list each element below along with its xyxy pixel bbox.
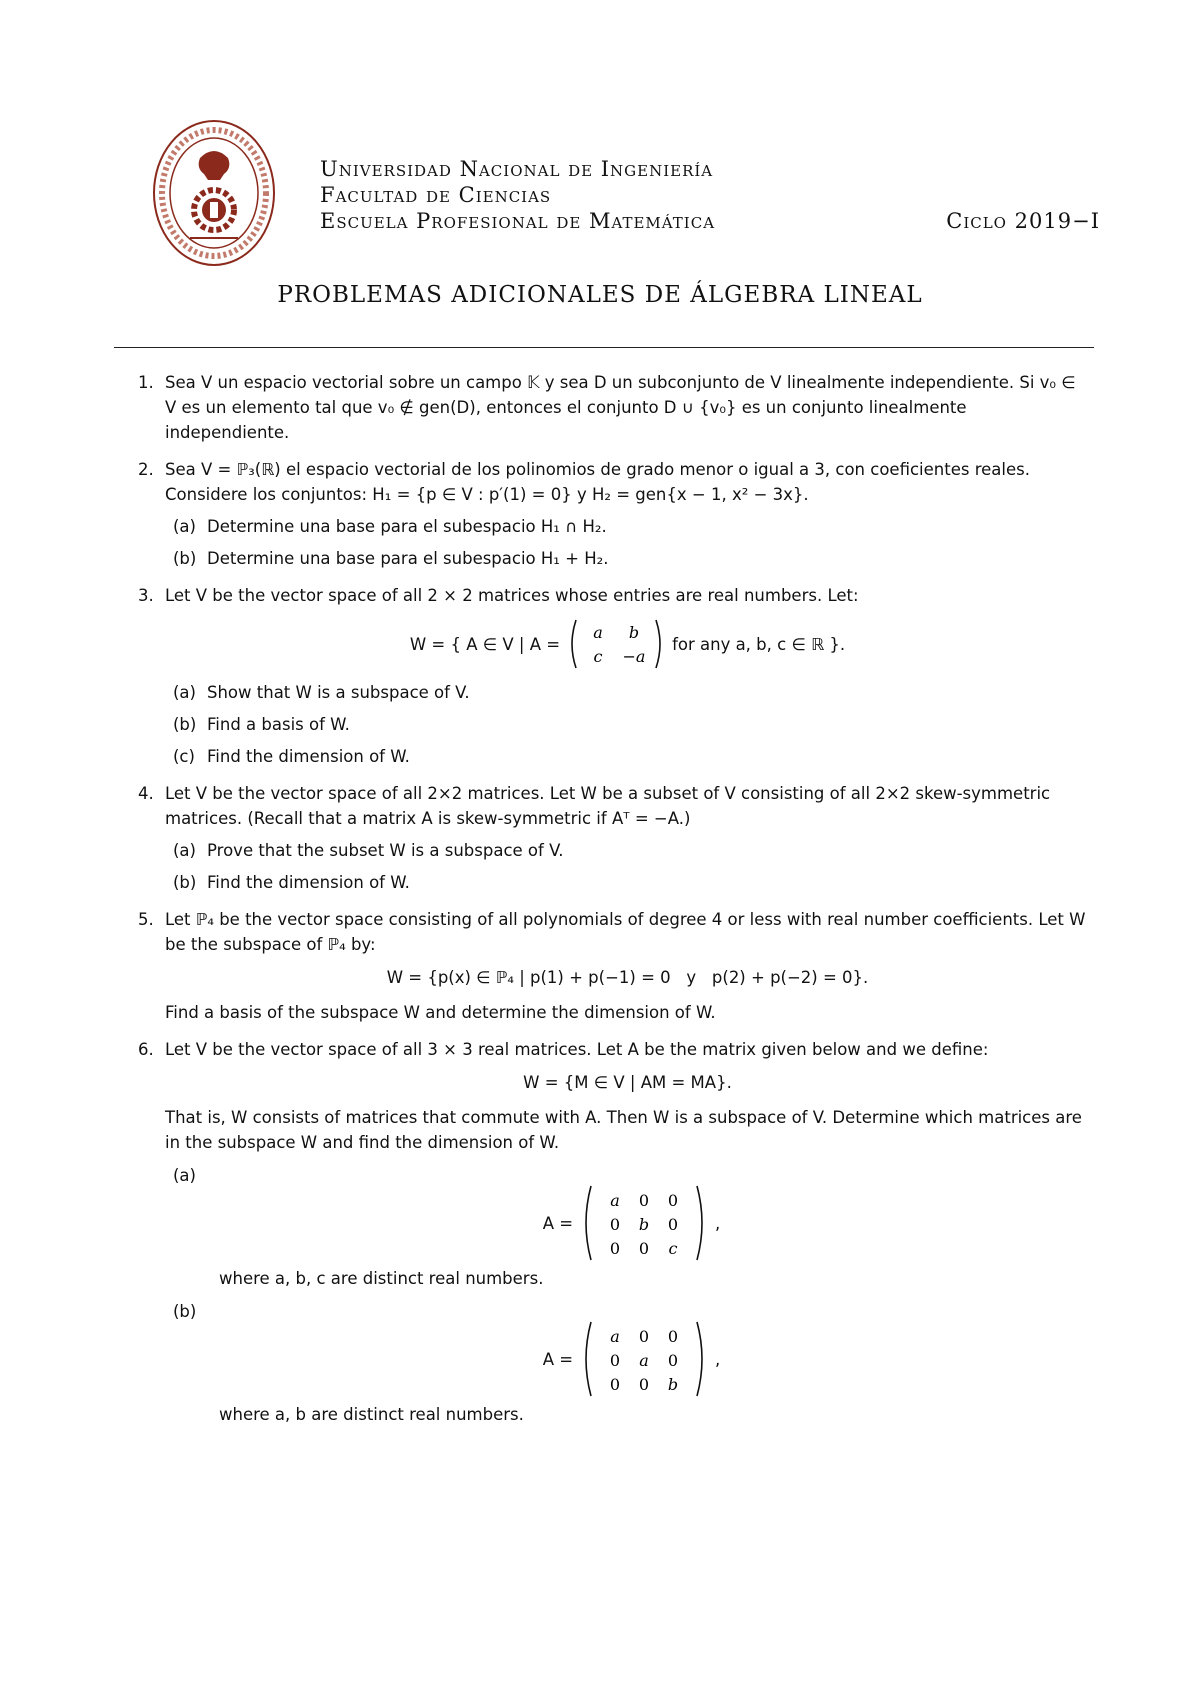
problem-list [130,370,1090,1439]
matrix-entry: b [667,1375,679,1394]
matrix-entry: 0 [638,1191,650,1210]
school-name: Escuela Profesional de Matemática [320,209,716,233]
matrix-entry: a [610,1327,620,1346]
part-note: where a, b are distinct real numbers. [219,1405,524,1424]
matrix-2x2 [566,616,666,672]
problem-number: 6. [138,1040,154,1059]
part-label: (a) [173,1166,196,1185]
part-text: Find the dimension of W. [207,747,410,766]
problem-number: 5. [138,910,154,929]
part-label: (b) [173,873,197,892]
problem-text: Let V be the vector space of all 2 × 2 matrices whose entries are real numbers. Let: [165,586,859,605]
display-lhs: W = { A ∈ V | A = [409,634,561,654]
faculty-name: Facultad de Ciencias [320,183,552,207]
part-label: (a) [173,683,196,702]
problem-followup: Find a basis of the subspace W and determine the dimension of W. [165,1003,716,1022]
part-text: Find a basis of W. [207,715,350,734]
problem-text: Sea V = ℙ₃(ℝ) el espacio vectorial de los polinomios de grado menor o igual a 3, con coeficientes reales. Considere los conjuntos: H₁ = {p ∈ V : p′(1) = 0} y H₂ = gen{x − 1, x² − 3x}. [165,460,1030,504]
title-divider [114,347,1094,348]
part-label: (a) [173,841,196,860]
matrix-entry: 0 [667,1351,679,1370]
matrix-entry: 0 [609,1351,621,1370]
part-text: Determine una base para el subespacio H₁ + H₂. [207,549,609,568]
matrix-entry: 0 [638,1327,650,1346]
part-text: Determine una base para el subespacio H₁ ∩ H₂. [207,517,607,536]
problem-followup: That is, W consists of matrices that commute with A. Then W is a subspace of V. Determine which matrices are in the subspace W and find the dimension of W. [165,1108,1082,1152]
matrix-3x3 [579,1318,709,1400]
display-equation: W = {M ∈ V | AM = MA}. [523,1073,732,1092]
matrix-entry: c [668,1239,678,1258]
problem-4 [130,781,1090,895]
problem-part [165,712,1090,737]
matrix-lhs: A = [542,1213,574,1233]
problem-part [165,1299,1090,1427]
problem-part [165,680,1090,705]
matrix-entry: 0 [609,1215,621,1234]
problem-5 [130,907,1090,1025]
part-text: Find the dimension of W. [207,873,410,892]
problem-part [165,838,1090,863]
matrix-entry: 0 [638,1239,650,1258]
part-note: where a, b, c are distinct real numbers. [219,1269,544,1288]
problem-3 [130,583,1090,769]
matrix-comma: , [715,1349,721,1369]
problem-part [165,870,1090,895]
matrix-entry: 0 [667,1327,679,1346]
university-name: Universidad Nacional de Ingeniería [320,157,714,181]
part-label: (b) [173,1302,197,1321]
matrix-comma: , [715,1213,721,1233]
problem-number: 4. [138,784,154,803]
problem-number: 2. [138,460,154,479]
problem-text: Let V be the vector space of all 2×2 matrices. Let W be a subset of V consisting of all 2×2 skew-symmetric matrices. (Recall that a matrix A is skew-symmetric if Aᵀ = −A.) [165,784,1051,828]
matrix-entry: 0 [667,1215,679,1234]
matrix-entry: −a [622,647,646,666]
problem-number: 1. [138,373,154,392]
problem-part [165,514,1090,539]
part-text: Show that W is a subspace of V. [207,683,470,702]
matrix-entry: b [628,623,640,642]
problem-text: Sea V un espacio vectorial sobre un campo 𝕂 y sea D un subconjunto de V linealmente independiente. Si v₀ ∈ V es un elemento tal que v₀ ∉ gen(D), entonces el conjunto D ∪ {v₀} es un conjunto linealmente independiente. [165,373,1076,442]
matrix-entry: 0 [609,1375,621,1394]
page-title: PROBLEMAS ADICIONALES DE ÁLGEBRA LINEAL [277,282,923,308]
part-label: (b) [173,715,197,734]
matrix-entry: 0 [667,1191,679,1210]
set-definition-W [165,616,1090,672]
problem-text: Let ℙ₄ be the vector space consisting of all polynomials of degree 4 or less with real number coefficients. Let W be the subspace of ℙ₄ by: [165,910,1086,954]
matrix-entry: c [593,647,603,666]
academic-cycle: Ciclo 2019−I [946,209,1100,233]
problem-text: Let V be the vector space of all 3 × 3 real matrices. Let A be the matrix given below and we define: [165,1040,989,1059]
part-text: Prove that the subset W is a subspace of V. [207,841,564,860]
part-label: (b) [173,549,197,568]
matrix-equation [173,1318,1090,1400]
university-seal-logo [150,118,278,268]
matrix-lhs: A = [542,1349,574,1369]
matrix-entry: a [593,623,603,642]
problem-part [165,546,1090,571]
matrix-entry: a [639,1351,649,1370]
matrix-equation [173,1182,1090,1264]
matrix-3x3 [579,1182,709,1264]
problem-2 [130,457,1090,571]
problem-part [165,1163,1090,1291]
display-rhs: for any a, b, c ∈ ℝ }. [672,634,846,654]
part-label: (a) [173,517,196,536]
problem-6 [130,1037,1090,1427]
matrix-entry: b [638,1215,650,1234]
display-equation: W = {p(x) ∈ ℙ₄ | p(1) + p(−1) = 0 y p(2) + p(−2) = 0}. [386,968,869,987]
problem-number: 3. [138,586,154,605]
matrix-entry: 0 [638,1375,650,1394]
problem-1 [130,370,1090,445]
problem-part [165,744,1090,769]
matrix-entry: a [610,1191,620,1210]
matrix-entry: 0 [609,1239,621,1258]
part-label: (c) [173,747,195,766]
